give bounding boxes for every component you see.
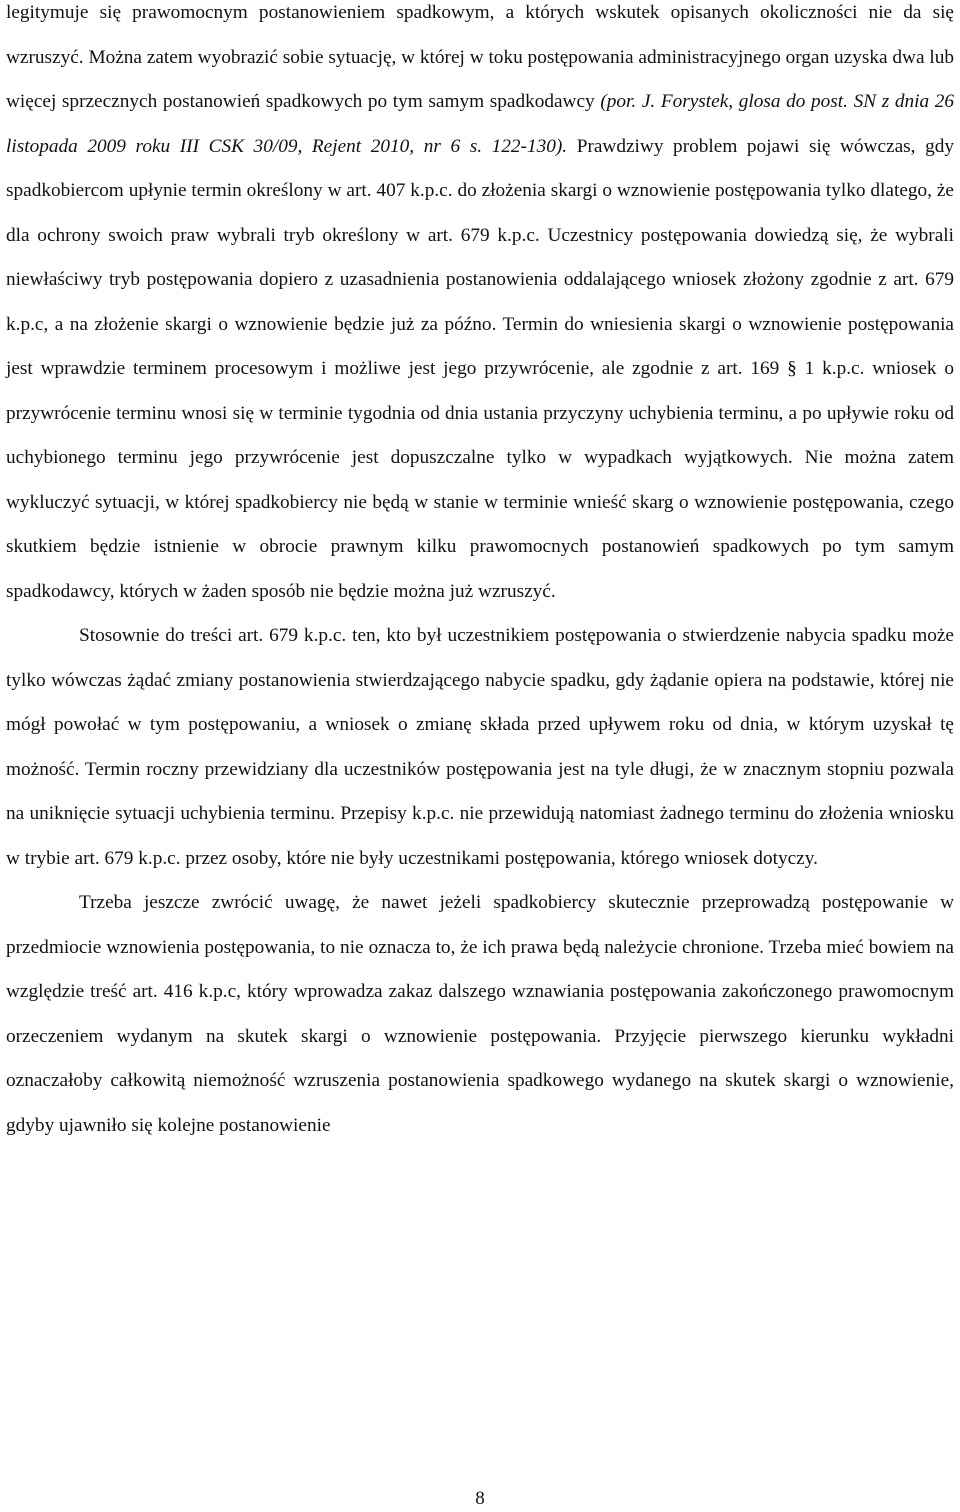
paragraph-article-679: Stosownie do treści art. 679 k.p.c. ten, kto był uczestnikiem postępowania o stwierdzenie nabycia spadku może tylko wówczas żądać zmiany postanowienia stwierdzającego nabycie spadku, gdy żądanie opiera na podstawie, której nie mógł powołać w tym postępowaniu, a wniosek o zmianę składa przed upływem roku od dnia, w którym uzyskał tę możność. Termin roczny przewidziany dla uczestników postępowania jest na tyle długi, że w znacznym stopniu pozwala na uniknięcie sytuacji uchybienia terminu. Przepisy k.p.c. nie przewidują natomiast żadnego terminu do złożenia wniosku w trybie art. 679 k.p.c. przez osoby, które nie były uczestnikami postępowania, którego wniosek dotyczy. bbox=[6, 625, 954, 869]
document-page bbox=[6, 0, 954, 1148]
paragraph-article-416: Trzeba jeszcze zwrócić uwagę, że nawet jeżeli spadkobiercy skutecznie przeprowadzą postępowanie w przedmiocie wznowienia postępowania, to nie oznacza to, że ich prawa będą należycie chronione. Trzeba mieć bowiem na względzie treść art. 416 k.p.c, który wprowadza zakaz dalszego wznawiania postępowania zakończonego prawomocnym orzeczeniem wydanym na skutek skargi o wznowienie postępowania. Przyjęcie pierwszego kierunku wykładni oznaczałoby całkowitą niemożność wzruszenia postanowienia spadkowego wydanego na skutek skargi o wznowienie, gdyby ujawniło się kolejne postanowienie bbox=[6, 892, 954, 1136]
paragraph-continuation bbox=[6, 0, 954, 614]
citation-text: (por. J. Forystek, glosa do post. SN z dnia 26 listopada 2009 roku III CSK 30/09, Rejent 2010, nr 6 s. 122-130). bbox=[6, 91, 955, 157]
page-number: 8 bbox=[475, 1488, 485, 1509]
paragraph-text: legitymuje się prawomocnym postanowieniem spadkowym, a których wskutek opisanych okoliczności nie da się wzruszyć. Można zatem wyobrazić sobie sytuację, w której w toku postępowania administracyjnego organ uzyska dwa lub więcej sprzecznych postanowień spadkowych po tym samym spadkodawcy bbox=[6, 2, 954, 112]
paragraph-text: Prawdziwy problem pojawi się wówczas, gdy spadkobiercom upłynie termin określony w art. 407 k.p.c. do złożenia skargi o wznowienie postępowania tylko dlatego, że dla ochrony swoich praw wybrali tryb określony w art. 679 k.p.c. Uczestnicy postępowania dowiedzą się, że wybrali niewłaściwy tryb postępowania dopiero z uzasadnienia postanowienia oddalającego wniosek złożony zgodnie z art. 679 k.p.c, a na złożenie skargi o wznowienie będzie już za późno. Termin do wniesienia skargi o wznowienie postępowania jest wprawdzie terminem procesowym i możliwe jest jego przywrócenie, ale zgodnie z art. 169 § 1 k.p.c. wniosek o przywrócenie terminu wnosi się w terminie tygodnia od dnia ustania przyczyny uchybienia terminu, a po upływie roku od uchybionego terminu jego przywrócenie jest dopuszczalne tylko w wypadkach wyjątkowych. Nie można zatem wykluczyć sytuacji, w której spadkobiercy nie będą w stanie w terminie wnieść skarg o wznowienie postępowania, czego skutkiem będzie istnienie w obrocie prawnym kilku prawomocnych postanowień spadkowych po tym samym spadkodawcy, których w żaden sposób nie będzie można już wzruszyć. bbox=[6, 135, 954, 602]
